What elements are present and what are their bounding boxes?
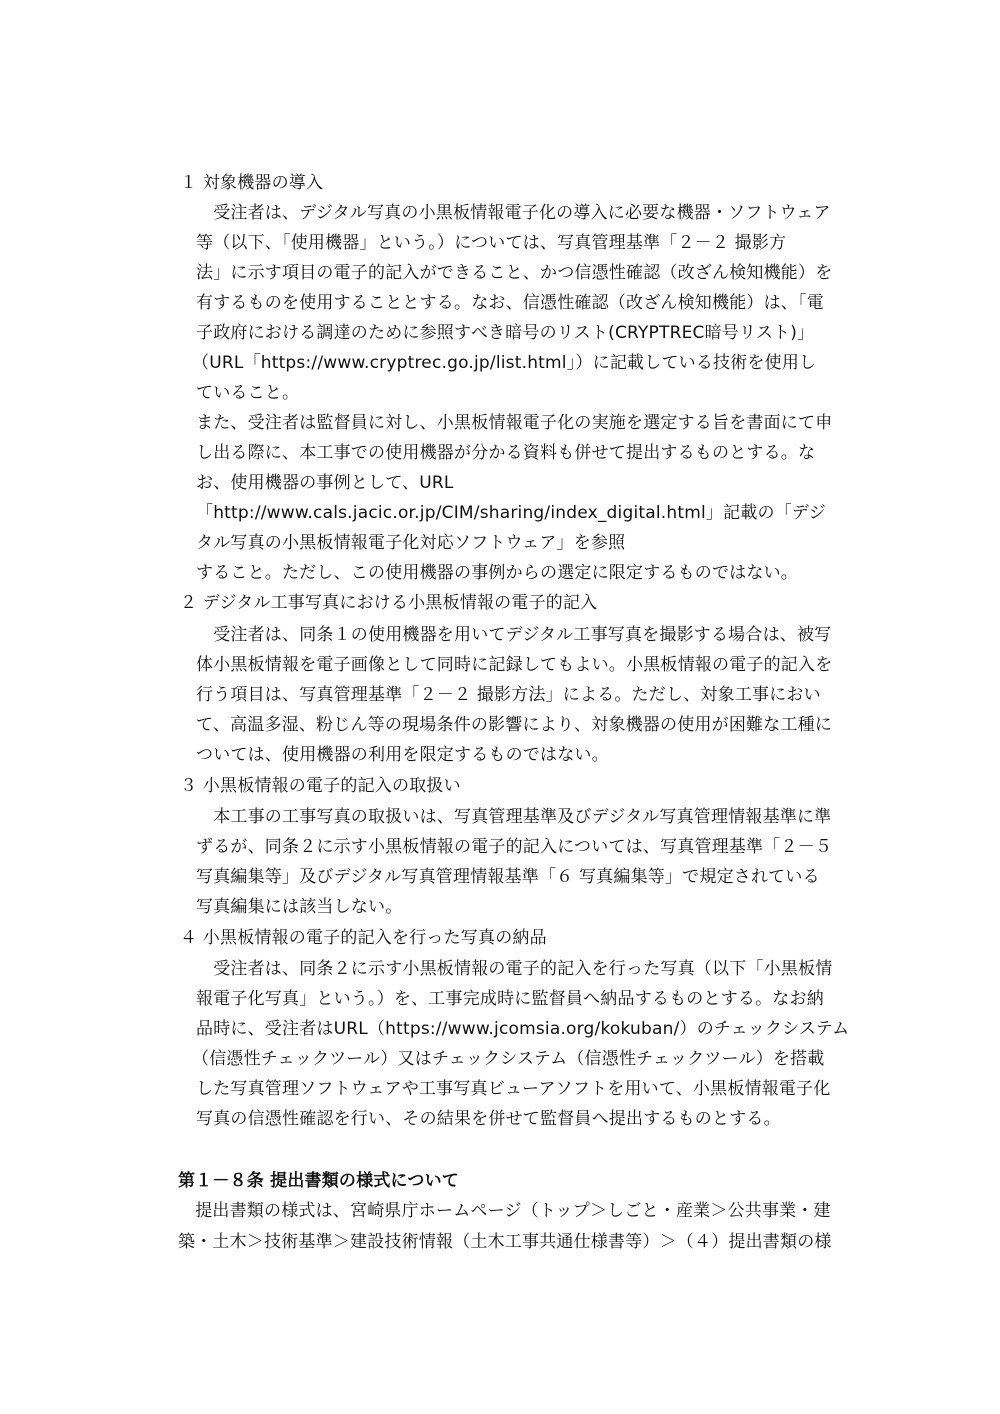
section-1-line: 法」に示す項目の電子的記入ができること、かつ信憑性確認（改ざん検知機能）を (196, 263, 833, 283)
section-1-line: 等（以下、「使用機器」という。）については、写真管理基準「２－２ 撮影方 (196, 233, 787, 253)
section-4-line: （信憑性チェックツール）又はチェックシステム（信憑性チェックツール）を搭載 (192, 1049, 825, 1069)
section-1-line: 「http://www.cals.jacic.or.jp/CIM/sharing/index_digital.html」記載の「デジ (196, 503, 826, 523)
section-1-line: すること。ただし、この使用機器の事例からの選定に限定するものではない。 (196, 563, 798, 583)
section-2-line: 体小黒板情報を電子画像として同時に記録してもよい。小黒板情報の電子的記入を (196, 655, 833, 675)
section-1-line: 有するものを使用することとする。なお、信憑性確認（改ざん検知機能）は、「電 (196, 293, 824, 313)
section-3-line: ずるが、同条２に示す小黒板情報の電子的記入については、写真管理基準「２－５ (196, 837, 833, 857)
section-1-heading: １ 対象機器の導入 (180, 173, 324, 193)
section-3-line: 本工事の工事写真の取扱いは、写真管理基準及びデジタル写真管理情報基準に準 (196, 807, 832, 827)
section-4-line: した写真管理ソフトウェアや工事写真ビューアソフトを用いて、小黒板情報電子化 (196, 1079, 831, 1099)
section-3-heading: ３ 小黒板情報の電子的記入の取扱い (180, 776, 461, 796)
section-1-line: し出る際に、本工事での使用機器が分かる資料も併せて提出するものとする。な (196, 443, 816, 463)
section-4-line: 品時に、受注者はURL（https://www.jcomsia.org/kokuban/）のチェックシステム (196, 1019, 850, 1039)
section-2-heading: ２ デジタル工事写真における小黒板情報の電子的記入 (180, 593, 598, 613)
section-2-line: 受注者は、同条１の使用機器を用いてデジタル工事写真を撮影する場合は、被写 (196, 625, 832, 645)
section-2-line: て、高温多湿、粉じん等の現場条件の影響により、対象機器の使用が困難な工種に (196, 715, 833, 735)
section-1-line: ていること。 (196, 383, 300, 403)
section-1-line: （URL「https://www.cryptrec.go.jp/list.html」）に記載している技術を使用し (192, 353, 817, 373)
section-2-line: 行う項目は、写真管理基準「２－２ 撮影方法」による。ただし、対象工事におい (196, 685, 821, 705)
section-4-line: 報電子化写真」という。）を、工事完成時に監督員へ納品するものとする。なお納 (196, 989, 824, 1009)
section-2-line: ついては、使用機器の利用を限定するものではない。 (196, 745, 609, 765)
section-1-line: お、使用機器の事例として、URL (196, 473, 454, 493)
section-1-line: タル写真の小黒板情報電子化対応ソフトウェア」を参照 (196, 533, 626, 553)
article-line: 築・土木＞技術基準＞建設技術情報（土木工事共通仕様書等）＞（４）提出書類の様 (178, 1232, 832, 1252)
section-1-line: また、受注者は監督員に対し、小黒板情報電子化の実施を選定する旨を書面にて申 (196, 413, 833, 433)
section-1-line: 子政府における調達のために参照すべき暗号のリスト(CRYPTREC暗号リスト)」 (196, 323, 815, 343)
article-line: 提出書類の様式は、宮崎県庁ホームページ（トップ＞しごと・産業＞公共事業・建 (178, 1201, 831, 1221)
section-4-heading: ４ 小黒板情報の電子的記入を行った写真の納品 (180, 928, 547, 948)
article-heading: 第１－８条 提出書類の様式について (178, 1171, 459, 1191)
section-3-line: 写真編集等」及びデジタル写真管理情報基準「６ 写真編集等」で規定されている (196, 867, 820, 887)
section-4-line: 写真の信憑性確認を行い、その結果を併せて監督員へ提出するものとする。 (196, 1109, 781, 1129)
section-1-line: 受注者は、デジタル写真の小黒板情報電子化の導入に必要な機器・ソフトウェア (196, 203, 831, 223)
section-4-line: 受注者は、同条２に示す小黒板情報の電子的記入を行った写真（以下「小黒板情 (196, 959, 833, 979)
section-3-line: 写真編集には該当しない。 (196, 897, 403, 917)
